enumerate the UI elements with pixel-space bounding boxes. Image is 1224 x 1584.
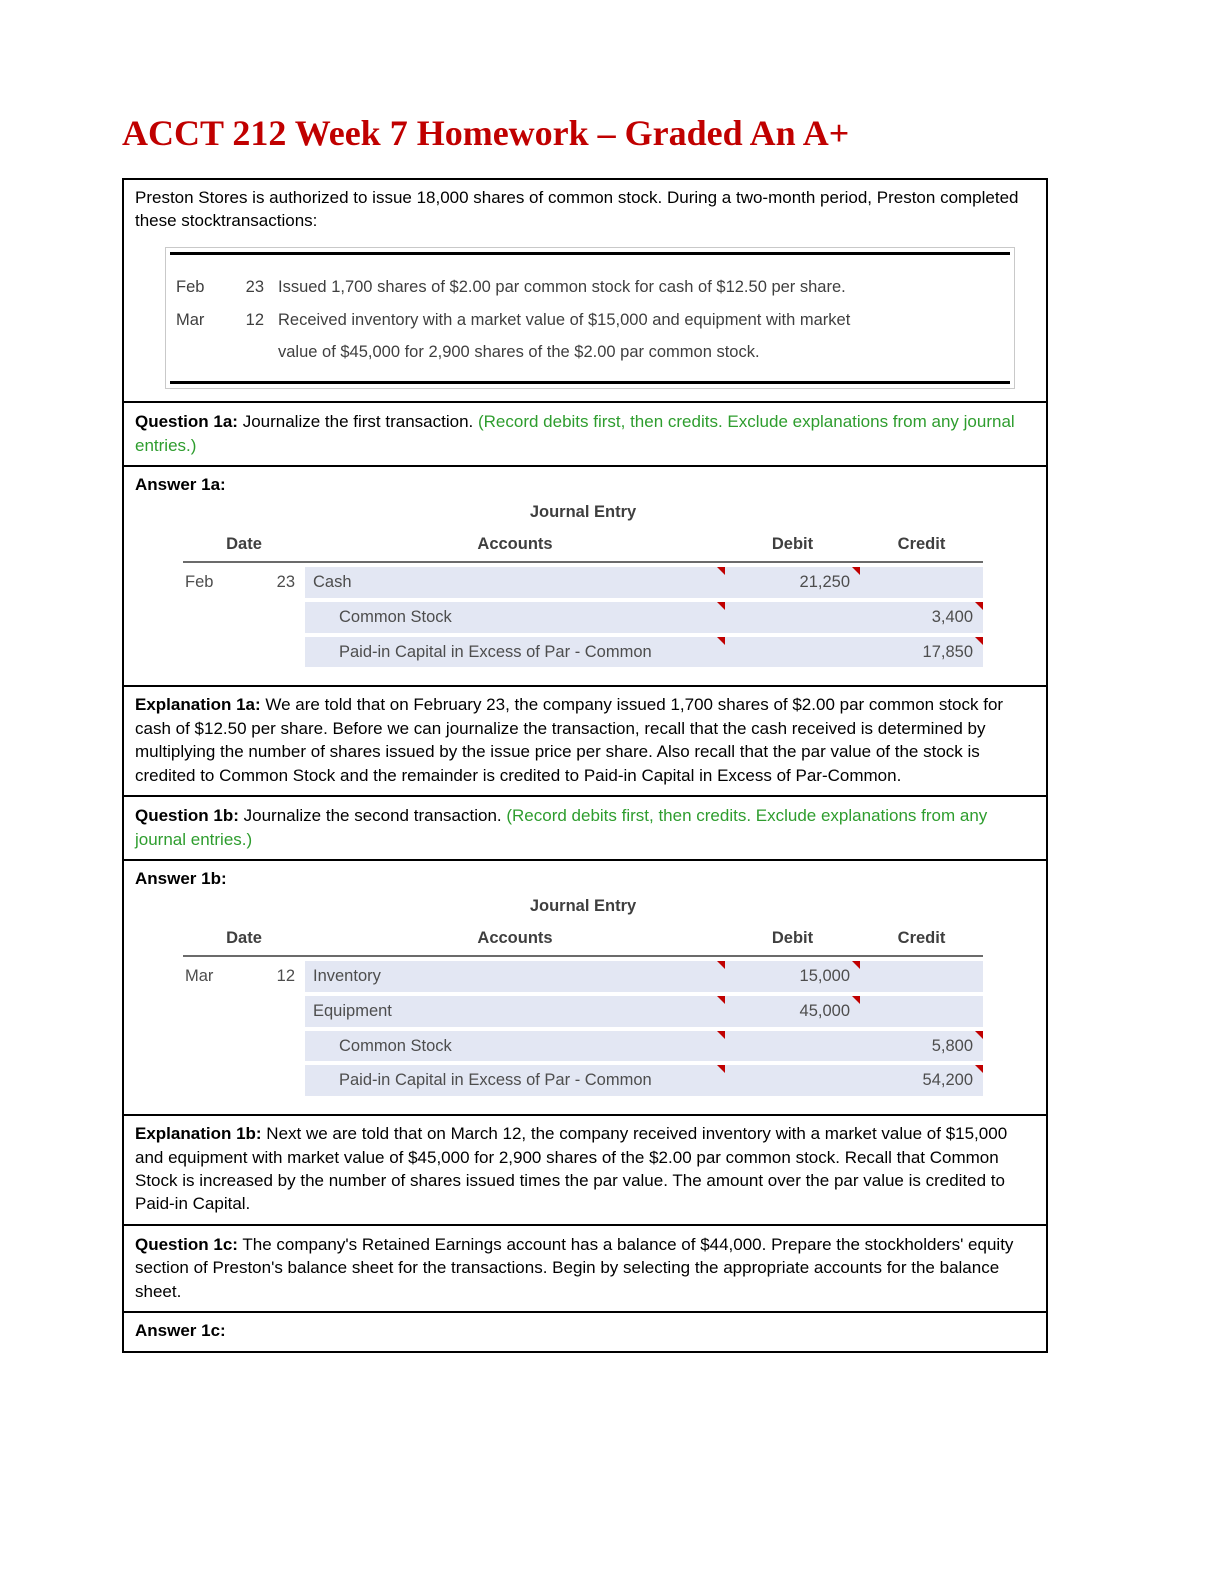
explanation-1b-label: Explanation 1b: (135, 1124, 262, 1144)
account-cell[interactable] (305, 1031, 725, 1062)
credit-cell[interactable] (860, 1065, 983, 1096)
transactions-inner (170, 252, 1010, 384)
column-header-accounts: Accounts (477, 929, 553, 948)
debit-cell[interactable] (725, 996, 860, 1027)
explanation-1a-text: We are told that on February 23, the company issued 1,700 shares of $2.00 par common stock for cash of $12.50 per share. Before we can journalize the transaction, recall that the cash received is determined by multiplying the number of shares issued by the issue price per share. Also recall that the par value of the stock is credited to Common Stock and the remainder is credited to Paid-in Capital in Excess of Par-Common. (135, 695, 1004, 785)
journal-header-row (183, 533, 983, 563)
question-1c-label: Question 1c: (135, 1234, 238, 1254)
red-flag-icon (717, 567, 725, 575)
journal-row (183, 602, 983, 633)
red-flag-icon (717, 1065, 725, 1073)
account-name: Inventory (313, 967, 381, 986)
red-flag-icon (975, 602, 983, 610)
date-day-cell (233, 1031, 305, 1062)
date-day-cell (233, 1065, 305, 1096)
red-flag-icon (717, 602, 725, 610)
column-header-date: Date (226, 929, 262, 948)
question-1c-cell (122, 1224, 1048, 1313)
red-flag-icon (717, 637, 725, 645)
answer-1b-cell (122, 859, 1048, 1116)
date-day-cell (233, 996, 305, 1027)
column-header-debit: Debit (771, 929, 814, 948)
credit-cell[interactable] (860, 961, 983, 992)
date-month-cell (183, 996, 233, 1027)
debit-cell[interactable] (725, 637, 860, 668)
account-cell[interactable] (305, 961, 725, 992)
account-cell[interactable] (305, 637, 725, 668)
date-day-cell (233, 637, 305, 668)
column-header-debit: Debit (771, 535, 814, 554)
transaction-text: Received inventory with a market value of $15,000 and equipment with market (278, 310, 851, 329)
credit-cell[interactable] (860, 602, 983, 633)
answer-1a-label: Answer 1a: (135, 475, 226, 495)
account-name: Cash (313, 573, 352, 592)
transaction-text-continued: value of $45,000 for 2,900 shares of the $2.00 par common stock. (278, 343, 760, 362)
answer-1c-cell (122, 1311, 1048, 1352)
date-day-cell: 23 (276, 573, 295, 592)
problem-cell (122, 178, 1048, 403)
debit-value: 45,000 (799, 1001, 850, 1020)
credit-cell[interactable] (860, 1031, 983, 1062)
journal-row (183, 961, 983, 992)
date-month-cell (183, 1065, 233, 1096)
credit-cell[interactable] (860, 637, 983, 668)
question-1a-note: (Record debits first, then credits. Exclude explanations from any journal entries.) (135, 412, 1015, 455)
account-cell[interactable] (305, 996, 725, 1027)
answer-1b-label: Answer 1b: (135, 869, 227, 889)
date-day-cell: 12 (276, 967, 295, 986)
account-name: Common Stock (339, 1036, 452, 1055)
debit-cell[interactable] (725, 1065, 860, 1096)
explanation-1a-cell (122, 685, 1048, 797)
debit-value: 21,250 (799, 573, 850, 592)
journal-row (183, 996, 983, 1027)
question-1c-text: The company's Retained Earnings account has a balance of $44,000. Prepare the stockholders' equity section of Preston's balance sheet for the transactions. Begin by selecting the appropriate accounts for the balance sheet. (135, 1234, 1014, 1301)
transaction-month: Mar (176, 310, 205, 329)
question-1b-label: Question 1b: (135, 806, 239, 826)
red-flag-icon (975, 637, 983, 645)
transactions-box (165, 247, 1015, 389)
column-header-accounts: Accounts (477, 535, 553, 554)
date-month-cell (183, 602, 233, 633)
page-title: ACCT 212 Week 7 Homework – Graded An A+ (122, 113, 850, 153)
debit-cell[interactable] (725, 961, 860, 992)
debit-value: 15,000 (799, 967, 850, 986)
red-flag-icon (717, 996, 725, 1004)
account-name: Equipment (313, 1001, 392, 1020)
journal-title: Journal Entry (529, 502, 637, 521)
transaction-month: Feb (176, 277, 205, 296)
journal-row (183, 1031, 983, 1062)
red-flag-icon (717, 961, 725, 969)
question-1b-cell (122, 795, 1048, 861)
transaction-row (176, 308, 990, 333)
question-1b-note: (Record debits first, then credits. Exclude explanations from any journal entries.) (135, 806, 988, 849)
journal-row (183, 1065, 983, 1096)
transaction-day: 23 (245, 277, 264, 296)
journal-entry-table-1b (183, 895, 983, 1097)
column-header-date: Date (226, 535, 262, 554)
credit-cell[interactable] (860, 567, 983, 598)
red-flag-icon (852, 961, 860, 969)
explanation-1b-cell (122, 1114, 1048, 1226)
credit-value: 54,200 (922, 1071, 973, 1090)
transaction-day: 12 (245, 310, 264, 329)
credit-value: 17,850 (922, 642, 973, 661)
account-cell[interactable] (305, 1065, 725, 1096)
column-header-credit: Credit (897, 929, 946, 948)
explanation-1b-text: Next we are told that on March 12, the company received inventory with a market value of $15,000 and equipment with market value of $45,000 for 2,900 shares of the $2.00 par common stock. Recall that Common Stock is increased by the number of shares issued times the par value. The amount over the par value is credited to Paid-in Capital. (135, 1124, 1008, 1214)
account-name: Paid-in Capital in Excess of Par - Common (339, 642, 652, 661)
credit-value: 3,400 (931, 607, 973, 626)
answer-1c-label: Answer 1c: (135, 1321, 226, 1341)
question-1b-text: Journalize the second transaction. (238, 806, 507, 826)
date-day-cell (233, 602, 305, 633)
credit-value: 5,800 (931, 1036, 973, 1055)
transaction-row (176, 275, 990, 300)
debit-cell[interactable] (725, 567, 860, 598)
question-1a-cell (122, 401, 1048, 467)
answer-1a-cell (122, 465, 1048, 687)
red-flag-icon (852, 567, 860, 575)
red-flag-icon (852, 996, 860, 1004)
debit-cell[interactable] (725, 1031, 860, 1062)
transaction-text: Issued 1,700 shares of $2.00 par common stock for cash of $12.50 per share. (278, 277, 846, 296)
journal-entry-table-1a (183, 501, 983, 668)
journal-title: Journal Entry (529, 896, 637, 915)
journal-header-row (183, 927, 983, 957)
account-name: Common Stock (339, 607, 452, 626)
red-flag-icon (717, 1031, 725, 1039)
problem-intro: Preston Stores is authorized to issue 18,000 shares of common stock. During a two-month period, Preston completed these stocktransactions: (135, 188, 1019, 231)
journal-row (183, 637, 983, 668)
account-cell[interactable] (305, 602, 725, 633)
journal-row (183, 567, 983, 598)
red-flag-icon (975, 1065, 983, 1073)
question-1a-text: Journalize the first transaction. (237, 412, 478, 432)
account-cell[interactable] (305, 567, 725, 598)
red-flag-icon (975, 1031, 983, 1039)
date-month-cell (183, 1031, 233, 1062)
date-month-cell: Feb (185, 573, 214, 592)
date-month-cell: Mar (185, 967, 214, 986)
account-name: Paid-in Capital in Excess of Par - Common (339, 1071, 652, 1090)
explanation-1a-label: Explanation 1a: (135, 695, 261, 715)
date-month-cell (183, 637, 233, 668)
debit-cell[interactable] (725, 602, 860, 633)
column-header-credit: Credit (897, 535, 946, 554)
homework-table (122, 178, 1048, 1353)
question-1a-label: Question 1a: (135, 412, 238, 432)
credit-cell[interactable] (860, 996, 983, 1027)
